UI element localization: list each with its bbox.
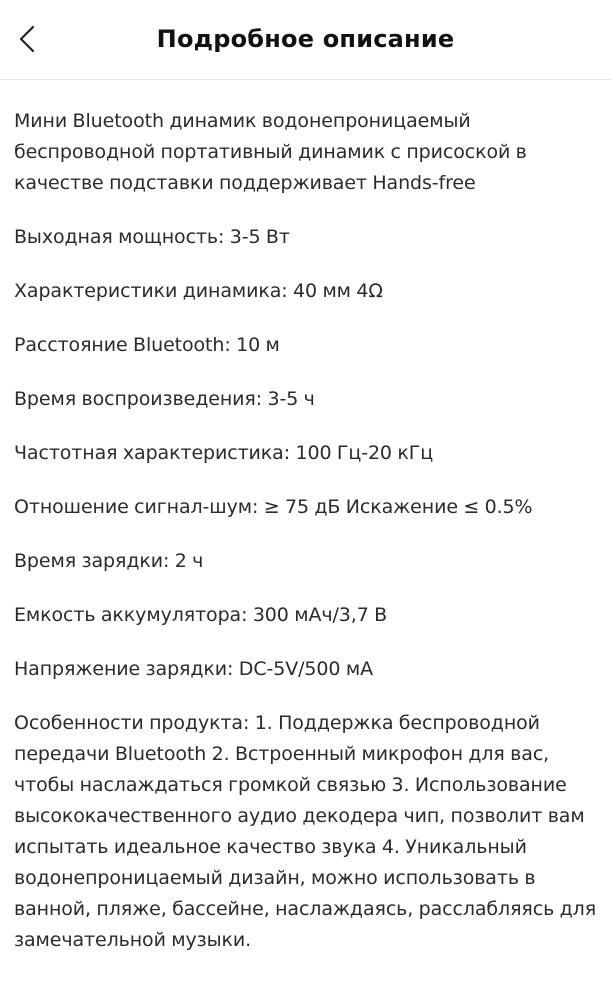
spec-charge-time: Время зарядки: 2 ч bbox=[14, 550, 204, 572]
spec-bluetooth-range: Расстояние Bluetooth: 10 м bbox=[14, 334, 280, 356]
spec-play-time: Время воспроизведения: 3-5 ч bbox=[14, 388, 315, 410]
spec-charge-voltage: Напряжение зарядки: DC-5V/500 мА bbox=[14, 658, 373, 680]
spec-snr-distortion: Отношение сигнал-шум: ≥ 75 дБ Искажение ≤ 0.5% bbox=[14, 496, 533, 518]
product-features: Особенности продукта: 1. Поддержка беспроводной передачи Bluetooth 2. Встроенный микрофон для вас, чтобы наслаждаться громкой связью 3. Использование высококачественного аудио декодера чип, позволит вам испытать идеальное качество звука 4. Уникальный водонепроницаемый дизайн, можно использовать в ванной, пляже, бассейне, наслаждаясь, расслабляясь для замечательной музыки. bbox=[14, 712, 597, 951]
spec-speaker-characteristics: Характеристики динамика: 40 мм 4Ω bbox=[14, 280, 383, 302]
spec-output-power: Выходная мощность: 3-5 Вт bbox=[14, 226, 290, 248]
spec-frequency-response: Частотная характеристика: 100 Гц-20 кГц bbox=[14, 442, 434, 464]
description-content bbox=[0, 80, 611, 956]
spec-battery-capacity: Емкость аккумулятора: 300 мАч/3,7 В bbox=[14, 604, 388, 626]
header bbox=[0, 0, 611, 80]
description-intro: Мини Bluetooth динамик водонепроницаемый беспроводной портативный динамик с присоской в качестве подставки поддерживает Hands-free bbox=[14, 110, 527, 194]
page-title: Подробное описание bbox=[156, 25, 455, 53]
